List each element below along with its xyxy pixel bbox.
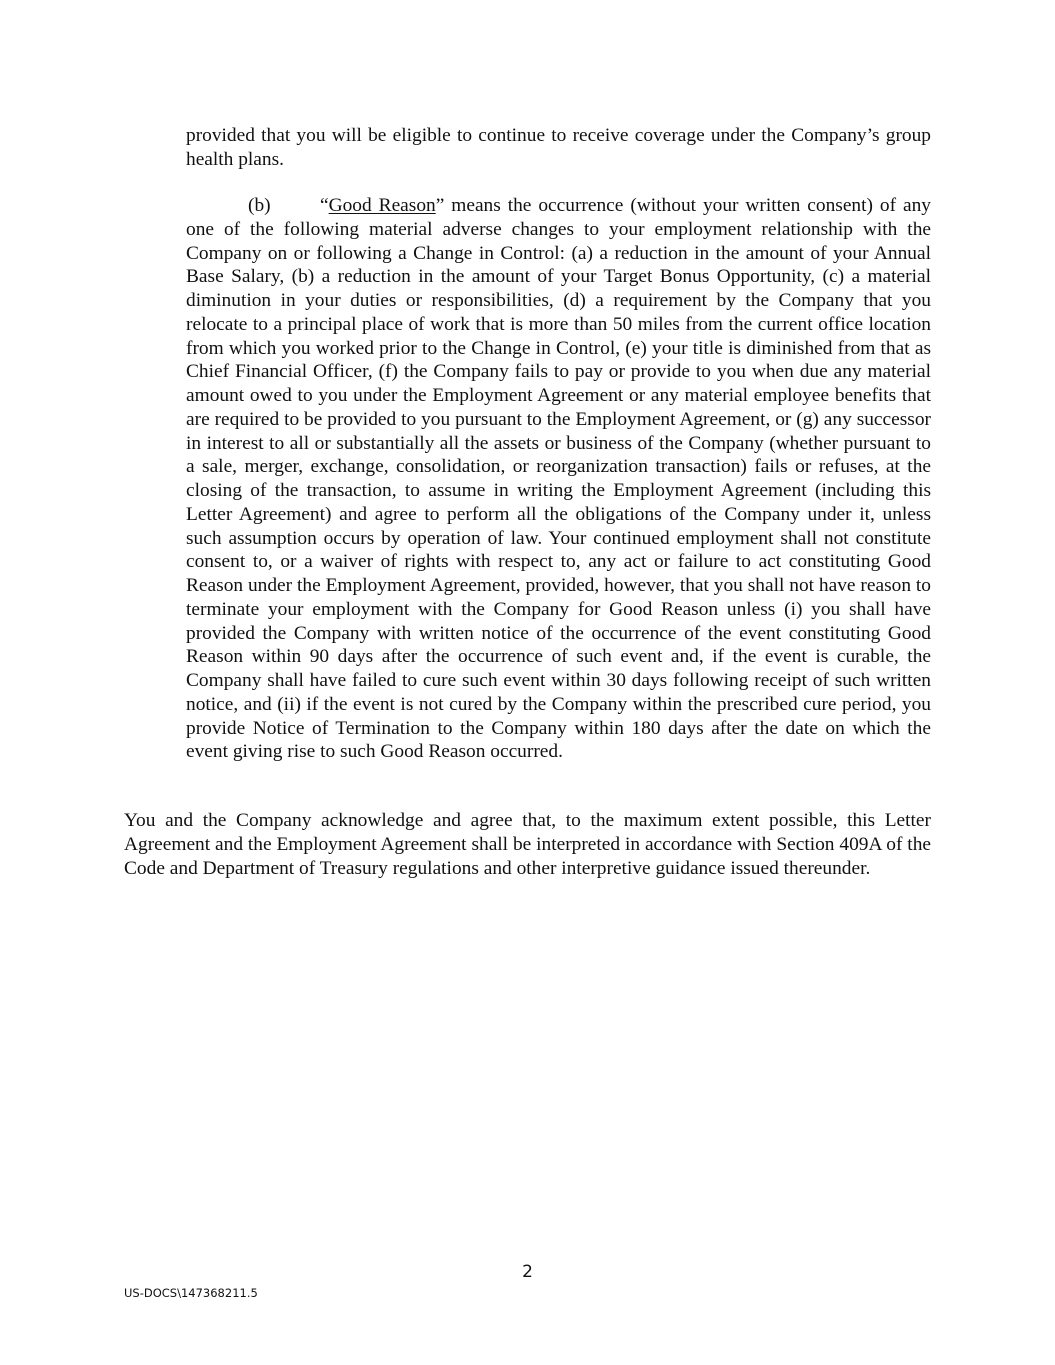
page-number: 2: [522, 1262, 533, 1282]
close-quote: ”: [435, 195, 445, 216]
document-id: US-DOCS\147368211.5: [124, 1286, 258, 1300]
good-reason-definition: [186, 194, 931, 764]
section-409a-paragraph: You and the Company acknowledge and agree that, to the maximum extent possible, this Letter Agreement and the Employment Agreement shall be interpreted in accordance with Section 409A of the Code and Department of Treasury regulations and other interpretive guidance issued thereunder.: [124, 810, 931, 879]
definition-text: means the occurrence (without your written consent) of any one of the following material adverse changes to your employment relationship with the Company on or following a Change in Control: (a) a reduction in the amount of your Annual Base Salary, (b) a reduction in the amount of your Target Bonus Opportunity, (c) a material diminution in your duties or responsibilities, (d) a requirement by the Company that you relocate to a principal place of work that is more than 50 miles from the current office location from which you worked prior to the Change in Control, (e) your title is diminished from that as Chief Financial Officer, (f) the Company fails to pay or provide to you when due any material amount owed to you under the Employment Agreement or any material employee benefits that are required to be provided to you pursuant to the Employment Agreement, or (g) any successor in interest to all or substantially all the assets or business of the Company (whether pursuant to a sale, merger, exchange, consolidation, or reorganization transaction) fails or refuses, at the closing of the transaction, to assume in writing the Employment Agreement (including this Letter Agreement) and agree to perform all the obligations of the Company under it, unless such assumption occurs by operation of law. Your continued employment shall not constitute consent to, or a waiver of rights with respect to, any act or failure to act constituting Good Reason under the Employment Agreement, provided, however, that you shall not have reason to terminate your employment with the Company for Good Reason unless (i) you shall have provided the Company with written notice of the occurrence of the event constituting Good Reason within 90 days after the occurrence of such event and, if the event is curable, the Company shall have failed to cure such event within 30 days following receipt of such written notice, and (ii) if the event is not cured by the Company within the prescribed cure period, you provide Notice of Termination to the Company within 180 days after the date on which the event giving rise to such Good Reason occurred.: [186, 195, 931, 763]
open-quote: “: [320, 195, 329, 216]
clause-label: (b): [248, 195, 271, 216]
continued-paragraph: provided that you will be eligible to continue to receive coverage under the Company’s group health plans.: [186, 125, 931, 170]
defined-term: Good Reason: [328, 195, 436, 216]
